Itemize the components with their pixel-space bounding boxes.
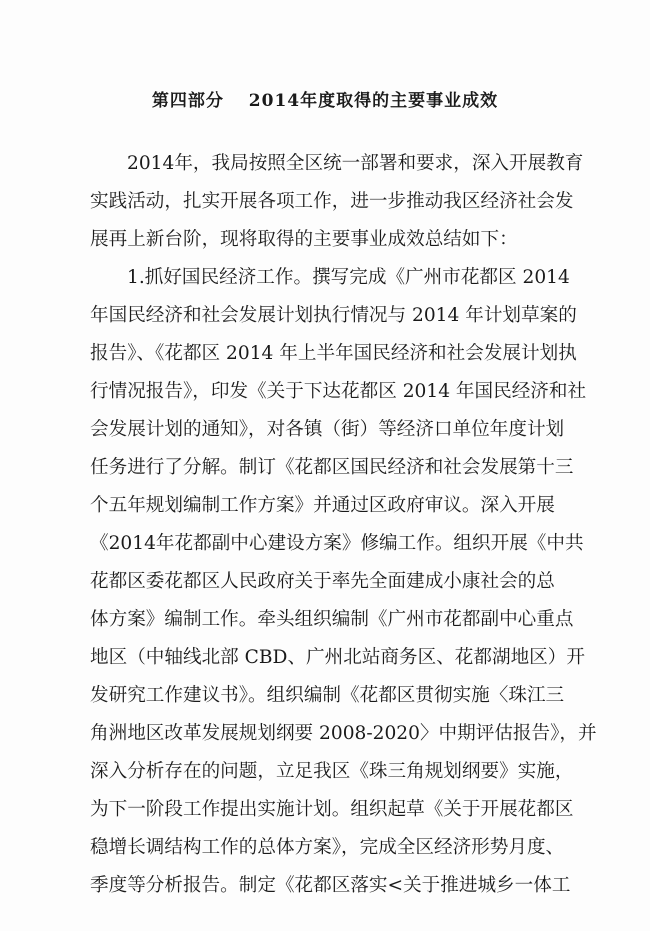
paragraph-line: 花都区委花都区人民政府关于率先全面建成小康社会的总: [90, 571, 555, 592]
paragraph-line: 报告》、《花都区 2014 年上半年国民经济和社会发展计划执: [90, 343, 577, 364]
paragraph-line: 发研究工作建议书》。组织编制《花都区贯彻实施〈珠江三: [90, 685, 565, 706]
paragraph-line: 任务进行了分解。制订《花都区国民经济和社会发展第十三: [90, 457, 574, 478]
paragraph-line: 2014年，我局按照全区统一部署和要求，深入开展教育: [127, 153, 584, 174]
paragraph-line: 为下一阶段工作提出实施计划。组织起草《关于开展花都区: [90, 799, 574, 820]
paragraph-line: 地区（中轴线北部 CBD、广州北站商务区、花都湖地区）开: [90, 647, 585, 668]
section-heading: 第四部分 2014年度取得的主要事业成效: [151, 91, 499, 111]
paragraph-line: 实践活动，扎实开展各项工作，进一步推动我区经济社会发: [90, 191, 574, 212]
paragraph-line: 展再上新台阶，现将取得的主要事业成效总结如下：: [90, 229, 518, 250]
paragraph-line: 会发展计划的通知》，对各镇（街）等经济口单位年度计划: [90, 419, 565, 440]
paragraph-line: 年国民经济和社会发展计划执行情况与 2014 年计划草案的: [90, 305, 577, 326]
paragraph-line: 行情况报告》，印发《关于下达花都区 2014 年国民经济和社: [90, 381, 587, 402]
paragraph-line: 1.抓好国民经济工作。撰写完成《广州市花都区 2014: [127, 267, 570, 288]
paragraph-line: 《2014年花都副中心建设方案》修编工作。组织开展《中共: [90, 533, 584, 554]
paragraph-line: 稳增长调结构工作的总体方案》，完成全区经济形势月度、: [90, 837, 565, 858]
paragraph-line: 季度等分析报告。制定《花都区落实<关于推进城乡一体工: [90, 875, 571, 896]
paragraph-line: 深入分析存在的问题，立足我区《珠三角规划纲要》实施，: [90, 761, 574, 782]
paragraph-line: 个五年规划编制工作方案》并通过区政府审议。深入开展: [90, 495, 555, 516]
paragraph-line: 角洲地区改革发展规划纲要 2008-2020〉中期评估报告》，并: [90, 723, 597, 744]
paragraph-line: 体方案》编制工作。牵头组织编制《广州市花都副中心重点: [90, 609, 574, 630]
